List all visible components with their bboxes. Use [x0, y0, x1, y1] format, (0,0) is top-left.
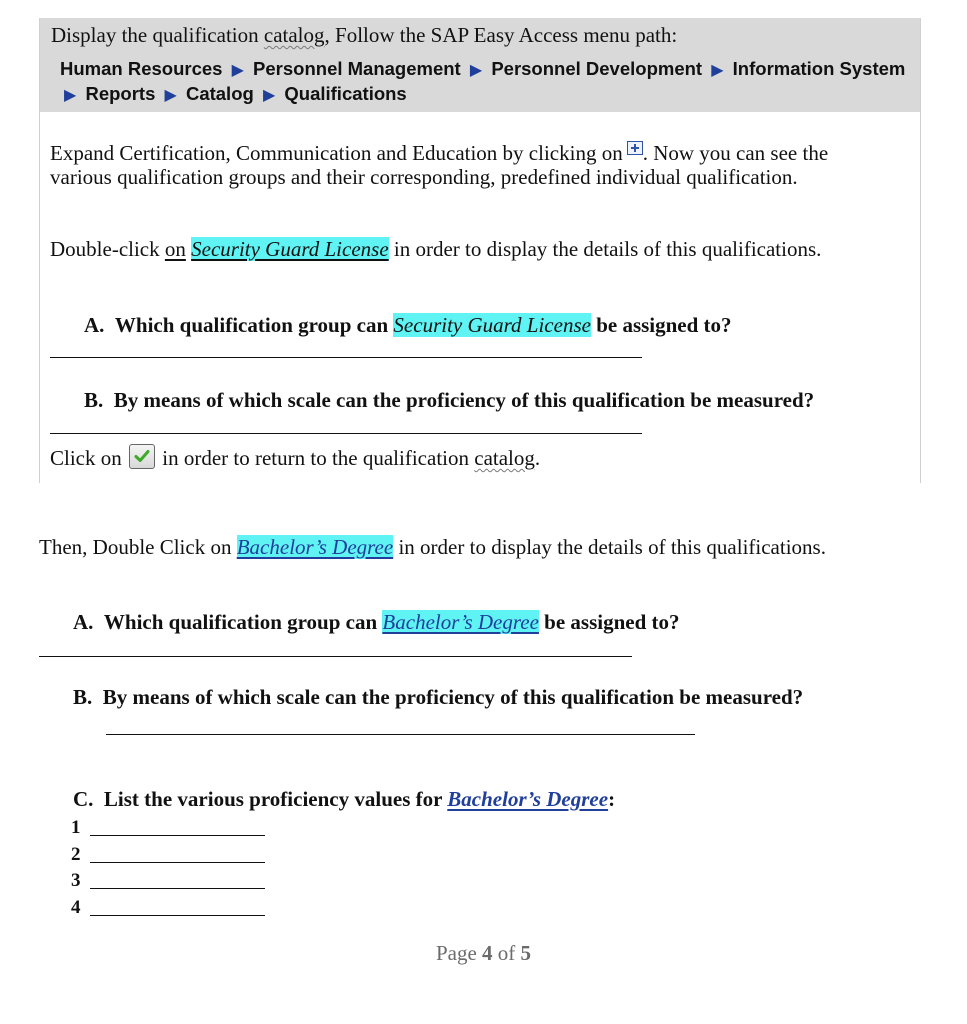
triangle-right-icon: ▶ — [231, 62, 244, 79]
menu-path-item: Reports — [85, 83, 156, 104]
menu-path-item: Qualifications — [284, 83, 407, 104]
answer-line-a-1[interactable] — [50, 357, 642, 358]
menu-path-item: Catalog — [185, 83, 254, 104]
header-title: Display the qualification catalog, Follow the SAP Easy Access menu path: — [51, 23, 678, 47]
question-a-1: A. Which qualification group can Security Guard License be assigned to? — [84, 313, 732, 337]
page-footer: Page 4 of 5 — [435, 941, 532, 965]
security-guard-license-link[interactable]: Security Guard License — [191, 237, 389, 261]
triangle-right-icon: ▶ — [262, 87, 276, 104]
catalog-word: catalog — [263, 23, 325, 47]
menu-path-item: Human Resources — [60, 58, 223, 79]
triangle-right-icon: ▶ — [469, 62, 483, 79]
answer-line-a-2[interactable] — [39, 656, 632, 657]
list-item: 1 — [71, 815, 81, 842]
triangle-right-icon: ▶ — [164, 87, 177, 104]
triangle-right-icon: ▶ — [711, 62, 724, 79]
list-item: 3 — [71, 868, 81, 895]
answer-line-b-1[interactable] — [50, 433, 642, 434]
expand-paragraph: Expand Certification, Communication and Education by clicking on . Now you can see the various qualification groups and their corresponding, predefined individual qualification. — [50, 141, 829, 189]
return-instruction: Click on in order to return to the qualification catalog. — [50, 446, 541, 470]
menu-path — [60, 57, 910, 107]
checkmark-icon[interactable] — [129, 444, 155, 469]
proficiency-blank[interactable] — [90, 888, 265, 889]
double-click-instruction: Double-click on Security Guard License in order to display the details of this qualifications. — [50, 237, 822, 261]
menu-path-item: Information System — [732, 58, 906, 79]
proficiency-blank[interactable] — [90, 915, 265, 916]
proficiency-values-list — [71, 815, 81, 921]
bachelors-degree-link[interactable]: Bachelor’s Degree — [236, 535, 394, 559]
answer-line-b-2[interactable] — [106, 734, 695, 735]
question-c-2: C. List the various proficiency values for Bachelor’s Degree: — [73, 787, 616, 811]
question-b-2: B. By means of which scale can the proficiency of this qualification be measured? — [73, 685, 804, 709]
bachelors-degree-link-c[interactable]: Bachelor’s Degree — [447, 787, 609, 811]
triangle-right-icon: ▶ — [64, 87, 77, 104]
question-a-2: A. Which qualification group can Bachelor’s Degree be assigned to? — [73, 610, 680, 634]
expand-node-icon — [627, 141, 643, 155]
then-instruction: Then, Double Click on Bachelor’s Degree in order to display the details of this qualifications. — [39, 535, 826, 559]
list-item: 2 — [71, 842, 81, 869]
list-item: 4 — [71, 895, 81, 922]
proficiency-blank[interactable] — [90, 862, 265, 863]
security-guard-license-highlight: Security Guard License — [393, 313, 591, 337]
menu-path-item: Personnel Development — [491, 58, 703, 79]
bachelors-degree-highlight[interactable]: Bachelor’s Degree — [382, 610, 539, 634]
menu-path-item: Personnel Management — [253, 58, 461, 79]
header-bar — [40, 18, 920, 112]
proficiency-blank[interactable] — [90, 835, 265, 836]
question-b-1: B. By means of which scale can the proficiency of this qualification be measured? — [84, 388, 815, 412]
